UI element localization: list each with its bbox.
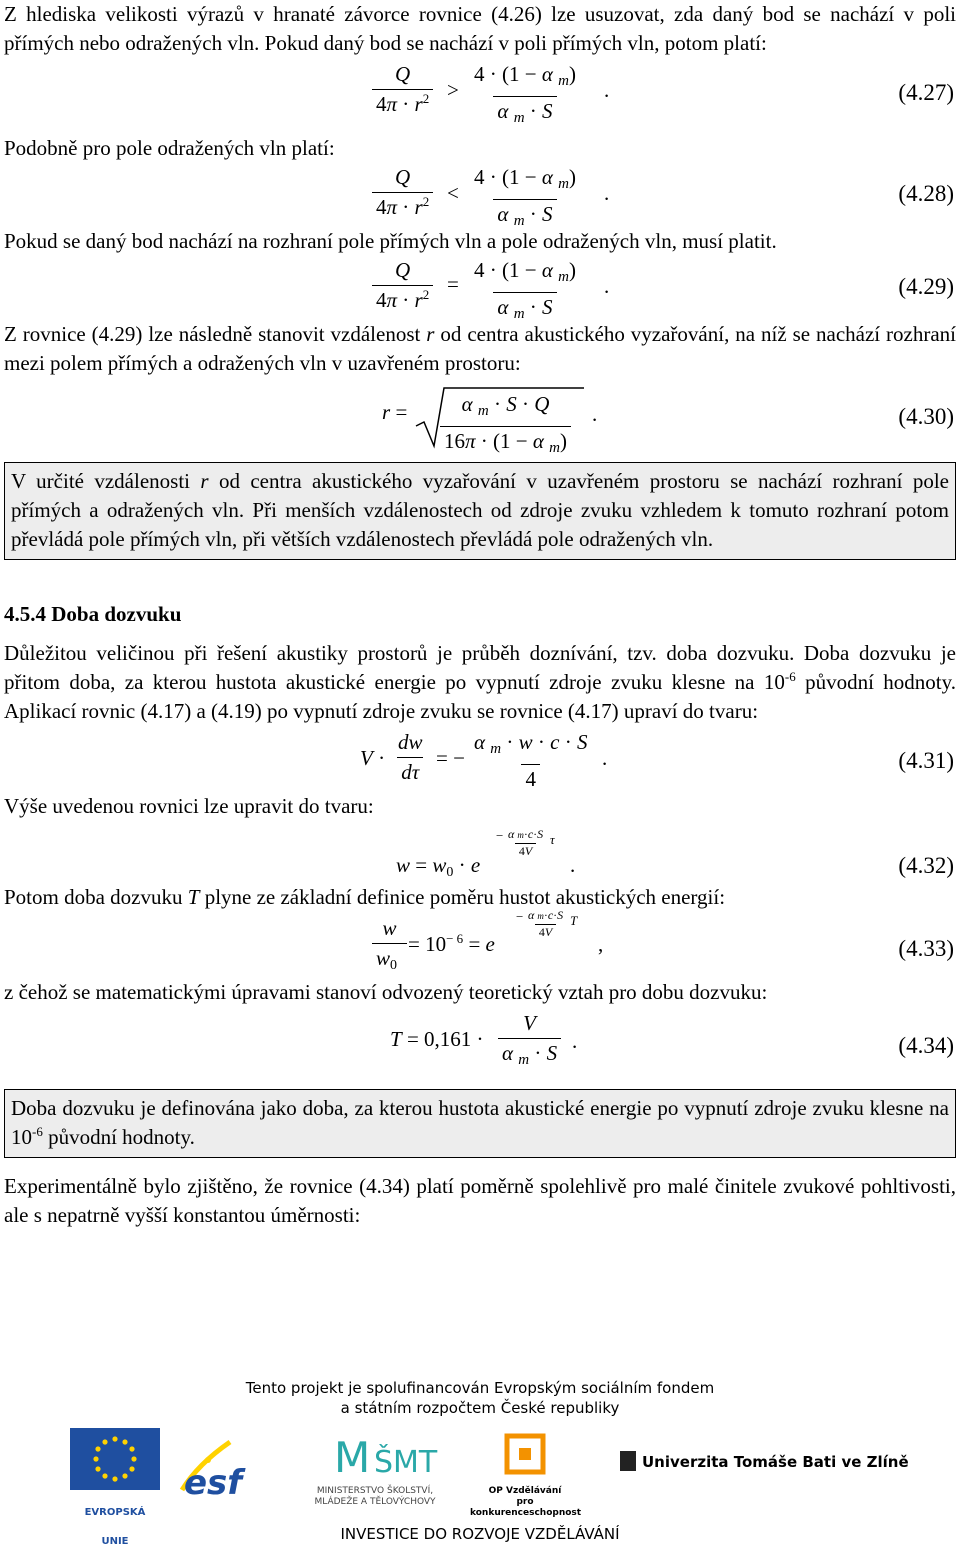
operator-gt: > (447, 78, 459, 102)
equation-4-34: T = 0,161 · $\frac{V}{\alpha _m \cdot S}$ . (4.34) (4, 1007, 956, 1075)
paragraph-rearrange: Výše uvedenou rovnici lze upravit do tvaru: (4, 794, 374, 818)
utb-logo (620, 1446, 909, 1477)
equation-number: (4.28) (898, 181, 954, 206)
highlight-box-definition: Doba dozvuku je definována jako doba, za kterou hustota akustické energie po vypnutí zdroje zvuku klesne na $10^{-6}$ původní hodnoty. (4, 1089, 956, 1158)
equation-number: (4.31) (898, 748, 954, 773)
footer-line-1: Tento projekt je spolufinancován Evropským sociálním fondem (245, 1379, 715, 1397)
page-content (4, 0, 956, 1230)
operator-lt: < (447, 181, 459, 205)
paragraph-distance: Z rovnice (4.29) lze následně stanovit vzdálenost r od centra akustického vyzařování, na níž se nachází rozhraní mezi polem přímých a odražených vln v uzavřeném prostoru: (4, 322, 957, 375)
fraction-alpha-w-c-s: $\frac{\alpha _m \cdot w \cdot c \cdot S}{4}$ (470, 728, 591, 794)
msmt-line-1: MINISTERSTVO ŠKOLSTVÍ, (316, 1486, 434, 1496)
equation-4-27: $\frac{Q}{4\pi \cdot r^2}$ > $\frac{4 \cdot (1 - \alpha _m)}{\alpha _m \cdot S}$ . (4.27) (4, 58, 956, 142)
equation-number: (4.32) (898, 853, 954, 878)
esf-label: esf (184, 1463, 243, 1503)
equation-4-30: r = $\frac{\alpha _m \cdot S \cdot Q}{16\pi \cdot (1 - \alpha _m)}$ . (4.30) (4, 378, 956, 448)
fraction-q-over-4pi-r2: $\frac{Q}{4\pi \cdot r^2}$ (372, 163, 433, 222)
esf-logo (178, 1434, 262, 1506)
equation-number: (4.30) (898, 404, 954, 429)
fraction-alpha: $\frac{4 \cdot (1 - \alpha _m)}{\alpha _m \cdot S}$ (470, 163, 580, 236)
paragraph-boundary: Pokud se daný bod nachází na rozhraní pole přímých vln a pole odražených vln, musí platit. (4, 229, 777, 253)
utb-label: Univerzita Tomáše Bati ve Zlíně (642, 1453, 909, 1471)
fraction-alpha: $\frac{4 \cdot (1 - \alpha _m)}{\alpha _m \cdot S}$ (470, 60, 580, 133)
equation-4-33: $\frac{w}{w0}$ = $10^{- 6} = e$ − $\frac{\text{α m·c·S}}{4V}$ T , (4.33) (4, 912, 956, 978)
svg-text:M: M (334, 1433, 371, 1482)
footer-funding (0, 1378, 960, 1418)
equation-number: (4.34) (898, 1033, 954, 1058)
section-heading: 4.5.4 Doba dozvuku (4, 602, 182, 626)
msmt-logo (300, 1428, 450, 1508)
op-line-2: pro konkurenceschopnost (470, 1497, 582, 1518)
highlight-box-boundary: V určité vzdálenosti r od centra akustického vyzařování v uzavřeném prostoru se nachází rozhraní pole přímých a odražených vln. Při menších vzdálenostech od zdroje zvuku vzhledem k tomuto rozhraní potom převládá pole přímých vln, při větších vzdálenostech převládá pole odražených vln. (4, 462, 956, 560)
utb-emblem-icon (620, 1451, 636, 1471)
exponent-fraction: $\frac{\text{α m·c·S}}{4V}$ (528, 908, 564, 939)
footer-investment: INVESTICE DO ROZVOJE VZDĚLÁVÁNÍ (340, 1525, 620, 1543)
fraction-alpha: $\frac{4 \cdot (1 - \alpha _m)}{\alpha _m \cdot S}$ (470, 256, 580, 329)
paragraph-intro: Z hlediska velikosti výrazů v hranaté závorce rovnice (4.26) lze usuzovat, zda daný bod se nachází v poli přímých nebo odražených vln. Pokud daný bod se nachází v poli přímých vln, potom platí: (4, 2, 956, 55)
op-vk-logo (470, 1432, 580, 1519)
msmt-line-2: MLÁDEŽE A TĚLOVÝCHOVY (314, 1497, 436, 1507)
op-line-1: OP Vzdělávání (488, 1486, 562, 1496)
paragraph-reverb: Důležitou veličinou při řešení akustiky prostorů je průběh doznívání, tzv. doba dozvuku. Doba dozvuku je přitom doba, za kterou hustota akustické energie po vypnutí zdroje zvuku klesne na $10^{-6}$ původní hodnoty. Aplikací rovnic (4.17) a (4.19) po vypnutí zdroje zvuku se rovnice (4.17) upraví do tvaru: (4, 641, 956, 723)
paragraph-derivation: z čehož se matematickými úpravami stanoví odvozený teoretický vztah pro dobu dozvuku: (4, 980, 768, 1004)
fraction-q-over-4pi-r2: $\frac{Q}{4\pi \cdot r^2}$ (372, 256, 433, 315)
fraction-q-over-4pi-r2: $\frac{Q}{4\pi \cdot r^2}$ (372, 60, 433, 119)
paragraph-definition: Potom doba dozvuku T plyne ze základní definice poměru hustot akustických energií: (4, 885, 726, 909)
equation-number: (4.27) (898, 80, 954, 105)
fraction-dw-dtau: $\frac{dw}{d\tau}$ (394, 728, 427, 787)
equation-4-31: V · $\frac{dw}{d\tau}$ = − $\frac{\alpha _m \cdot w \cdot c \cdot S}{4}$ . (4.31) (4, 726, 956, 792)
fraction-r: $\frac{\alpha _m \cdot S \cdot Q}{16\pi \cdot (1 - \alpha _m)}$ (440, 390, 571, 463)
footer-line-2: a státním rozpočtem České republiky (340, 1399, 620, 1417)
equation-4-32: w = w0 · e − $\frac{\text{α m·c·S}}{4V}$ τ . (4.32) (396, 827, 954, 880)
paragraph-experimental: Experimentálně bylo zjištěno, že rovnice (4.34) platí poměrně spolehlivě pro malé činitele zvukové pohltivosti, ale s nepatrně vyšší konstantou úměrnosti: (4, 1174, 956, 1227)
equation-4-29: $\frac{Q}{4\pi \cdot r^2}$ = $\frac{4 \cdot (1 - \alpha _m)}{\alpha _m \cdot S}$ . (4.29) (4, 256, 956, 320)
equation-number: (4.29) (898, 274, 954, 299)
paragraph-reflected: Podobně pro pole odražených vln platí: (4, 136, 335, 160)
constant: 0,161 (424, 1027, 472, 1051)
equation-4-28: $\frac{Q}{4\pi \cdot r^2}$ < $\frac{4 \cdot (1 - \alpha _m)}{\alpha _m \cdot S}$ . (4.28) (4, 163, 956, 227)
equation-number: (4.33) (898, 936, 954, 961)
fraction-w-w0: $\frac{w}{w0}$ (372, 914, 407, 980)
operator-eq: = (447, 272, 459, 296)
svg-text:ŠMT: ŠMT (374, 1445, 438, 1480)
exponent-fraction: $\frac{\text{α m·c·S}}{4V}$ (508, 827, 544, 858)
eu-label: EVROPSKÁ UNIE (84, 1507, 146, 1547)
fraction-v-over-alpha-s: $\frac{V}{\alpha _m \cdot S}$ (498, 1009, 561, 1075)
